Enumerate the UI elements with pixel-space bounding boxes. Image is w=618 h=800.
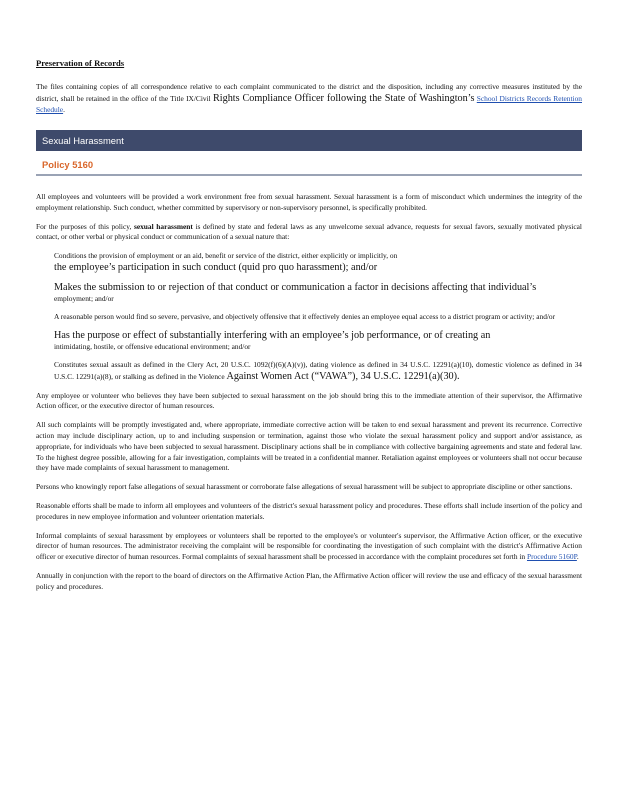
bullet-icon — [36, 312, 54, 323]
list-item — [36, 330, 582, 353]
section-header: Sexual Harassment — [36, 130, 582, 151]
preservation-text — [36, 82, 582, 116]
preservation-section — [36, 58, 582, 116]
bullet-text-small: employment; and/or — [54, 294, 114, 304]
policy-divider — [36, 174, 582, 176]
bullet-text-small: A reasonable person would find so severe, pervasive, and objectively offensive that it effectively denies an employee equal access to a district program or activity; and/or — [54, 311, 556, 321]
policy-header — [36, 151, 582, 176]
records-retention-link[interactable]: School Districts Records Retention Schedule — [36, 93, 582, 115]
paragraph-2-start: For the purposes of this policy, — [36, 221, 132, 231]
preservation-text-small: The files containing copies of all correspondence relative to each complaint communicated to the district and the disposition, including any corrective measures instituted by the district, shall be retained in the office of the Title IX/Civil — [36, 82, 582, 103]
preservation-end: . — [63, 105, 65, 115]
bullet-icon — [36, 360, 54, 383]
procedure-link[interactable]: Procedure 5160P — [526, 552, 577, 562]
bullet-icon — [36, 251, 54, 274]
list-item — [36, 282, 582, 305]
bullet-text-big: Has the purpose or effect of substantially interfering with an employee’s job performance, or of creating an — [54, 329, 491, 341]
policy-body — [36, 192, 582, 601]
paragraph-3: Any employee or volunteer who believes they have been subjected to sexual harassment on the job should bring this to the immediate attention of their supervisor, the Affirmative Action officer, or the executive director of human resources. — [36, 390, 582, 411]
paragraph-8: Annually in conjunction with the report to the board of directors on the Affirmative Action Plan, the Affirmative Action officer will review the use and efficacy of the sexual harassment policy and procedures. — [36, 570, 582, 591]
list-item — [36, 312, 582, 323]
paragraph-2-end: is defined by state and federal laws as any unwelcome sexual advance, requests for sexual favors, sexually motivated physical contact, or other verbal or physical conduct or communication of a sexual nature that: — [36, 221, 582, 242]
paragraph-6: Reasonable efforts shall be made to inform all employees and volunteers of the district's sexual harassment policy and procedures. These efforts shall include insertion of the policy and procedures in new employee information and volunteer orientation materials. — [36, 500, 582, 521]
preservation-text-big: Rights Compliance Officer following the State of Washington’s — [212, 92, 475, 104]
bullet-icon — [36, 282, 54, 305]
paragraph-7-text: Informal complaints of sexual harassment by employees or volunteers shall be reported to the employee's or volunteer's supervisor, the Affirmative Action officer, or the executive director of human resources. The administrator receiving the complaint will be responsible for coordinating the investigation of such complaint with the district's Affirmative Action officer or executive director of human resources. Formal complaints of sexual harassment shall be processed in accordance with the complaint procedures set forth in — [36, 530, 582, 562]
paragraph-1: All employees and volunteers will be provided a work environment free from sexual harassment. Sexual harassment is a form of misconduct which undermines the integrity of the employment relationship. Such conduct, whether committed by supervisory or non-supervisory personnel, is specifically prohibited. — [36, 192, 582, 212]
list-item — [36, 360, 582, 383]
paragraph-2 — [36, 222, 582, 244]
bullet-icon — [36, 330, 54, 353]
preservation-title: Preservation of Records — [36, 58, 125, 68]
defined-term: sexual harassment — [133, 221, 193, 231]
paragraph-5: Persons who knowingly report false allegations of sexual harassment or corroborate false allegations of sexual harassment will be subject to appropriate discipline or other sanctions. — [36, 482, 573, 492]
paragraph-7-end: . — [576, 552, 579, 562]
paragraph-4: All such complaints will be promptly investigated and, where appropriate, immediate corrective action will be taken to end sexual harassment and prevent its recurrence. Corrective action may include disciplinary action, up to and including suspension or termination, against those who violate the sexual harassment policy and support and/or assistance, as appropriate, for individuals who have been subjected to sexual harassment. Disciplinary actions shall be in compliance with collective bargaining agreements and state and federal law. To the highest degree possible, allowing for a fair investigation, complaints will be treated in a confidential manner. Retaliation against employees or volunteers shall not occur because they have made complaints of sexual harassment to management. — [36, 420, 582, 473]
bullet-text-small: intimidating, hostile, or offensive educational environment; and/or — [54, 342, 251, 352]
bullet-text-big: Against Women Act (“VAWA”), 34 U.S.C. 12291(a)(30). — [226, 370, 460, 382]
bullet-text-small: Constitutes sexual assault as defined in the Clery Act, 20 U.S.C. 1092(f)(6)(A)(v)), dating violence as defined in 34 U.S.C. 12291(a)(10), domestic violence as defined in 34 U.S.C. 12291(a)(8), or stalking as defined in the Violence — [54, 360, 582, 381]
bullet-text-big: the employee’s participation in such conduct (quid pro quo harassment); and/or — [54, 261, 378, 273]
list-item — [36, 251, 582, 274]
paragraph-7 — [36, 531, 582, 563]
bullet-text-small: Conditions the provision of employment or an aid, benefit or service of the district, either explicitly or implicitly, on — [54, 251, 398, 261]
policy-label: Policy 5160 — [42, 159, 94, 170]
bullet-text-big: Makes the submission to or rejection of that conduct or communication a factor in decisions affecting that individual’s — [54, 281, 537, 293]
